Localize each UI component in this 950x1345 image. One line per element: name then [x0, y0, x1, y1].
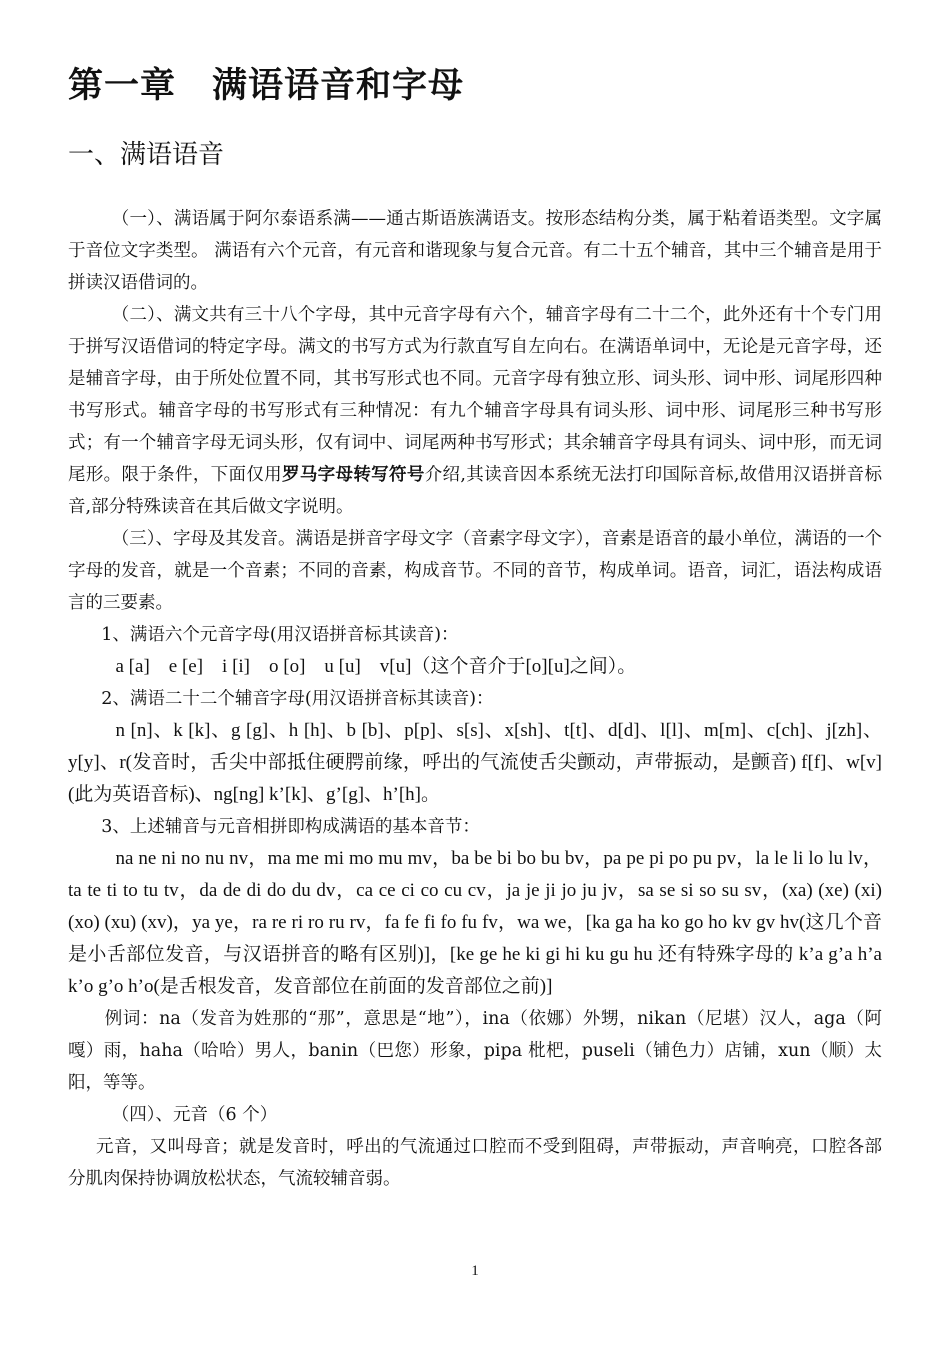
consonant-letters-heading: 2、满语二十二个辅音字母(用汉语拼音标其读音)： — [101, 689, 494, 709]
syllables-heading: 3、上述辅音与元音相拼即构成满语的基本音节： — [101, 817, 480, 837]
paragraph-2 — [68, 299, 882, 523]
vowels-section-body: 元音，又叫母音；就是发音时，呼出的气流通过口腔而不受到阻碍，声带振动，声音响亮，口腔各部分肌肉保持协调放松状态，气流较辅音弱。 — [68, 1137, 882, 1189]
section-title: 一、满语语音 — [68, 140, 225, 170]
paragraph-1: （一）、满语属于阿尔泰语系满——通古斯语族满语支。按形态结构分类，属于粘着语类型。文字属于音位文字类型。 满语有六个元音，有元音和谐现象与复合元音。有二十五个辅音，其中三个辅音是用于拼读汉语借词的。 — [68, 209, 882, 293]
body-text — [68, 203, 882, 1195]
vowel-list: a [a] e [e] i [i] o [o] u [u] v[u]（这个音介于[o][u]之间）。 — [115, 656, 637, 677]
chapter-title: 第一章 满语语音和字母 — [68, 65, 465, 106]
syllables-list: na ne ni no nu nv，ma me mi mo mu mv，ba be bi bo bu bv，pa pe pi po pu pv，la le li lo lu lv，ta te ti to tu tv，da de di do du dv，ca ce ci co cu cv，ja je ji jo ju jv，sa se si so su sv，(xa) (xe) (xi) (xo) (xu) (xv)，ya ye，ra re ri ro ru rv，fa fe fi fo fu fv，wa we，[ka ga ha ko go ho kv gv hv(这几个音是小舌部位发音，与汉语拼音的略有区别)]，[ke ge he ki gi hi ku gu hu 还有特殊字母的 k’a g’a h’a k’o g’o h’o(是舌根发音，发音部位在前面的发音部位之前)] — [68, 848, 882, 997]
paragraph-2-text-a: （二）、满文共有三十八个字母，其中元音字母有六个，辅音字母有二十二个，此外还有十个专门用于拼写汉语借词的特定字母。满文的书写方式为行款直写自左向右。在满语单词中，无论是元音字母，还是辅音字母，由于所处位置不同，其书写形式也不同。元音字母有独立形、词头形、词中形、词尾形四种书写形式。辅音字母的书写形式有三种情况：有九个辅音字母具有词头形、词中形、词尾形三种书写形式；有一个辅音字母无词头形，仅有词中、词尾两种书写形式；其余辅音字母具有词头、词中形，而无词尾形。限于条件，下面仅用 — [68, 305, 882, 485]
paragraph-3: （三）、字母及其发音。满语是拼音字母文字（音素字母文字），音素是语音的最小单位，满语的一个字母的发音，就是一个音素；不同的音素，构成音节。不同的音节，构成单词。语音，词汇，语法构成语言的三要素。 — [68, 529, 882, 613]
paragraph-2-bold-term: 罗马字母转写符号 — [282, 465, 425, 485]
example-words: 例词：na（发音为姓那的“那”，意思是“地”），ina（依娜）外甥，nikan（尼堪）汉人，aga（阿嘎）雨，haha（哈哈）男人，banin（巴您）形象，pipa 枇杷，puseli（铺色力）店铺，xun（顺）太阳，等等。 — [68, 1009, 882, 1093]
paragraph-2-text-b: 介绍,其读音因本系统无法打印国际音标,故借用汉语拼音标音,部分特殊读音在其后做文字说明。 — [68, 465, 883, 517]
vowel-letters-heading: 1、满语六个元音字母(用汉语拼音标其读音)： — [101, 625, 459, 645]
consonant-list: n [n]、k [k]、g [g]、h [h]、b [b]、p[p]、s[s]、x[sh]、t[t]、d[d]、l[l]、m[m]、c[ch]、j[zh]、y[y]、r(发音时，舌尖中部抵住硬腭前缘，呼出的气流使舌尖颤动，声带振动，是颤音) f[f]、w[v](此为英语音标)、ng[ng] k’[k]、g’[g]、h’[h]。 — [68, 720, 882, 805]
vowels-section-heading: （四）、元音（6 个） — [111, 1105, 278, 1125]
page-number: 1 — [471, 1263, 479, 1279]
